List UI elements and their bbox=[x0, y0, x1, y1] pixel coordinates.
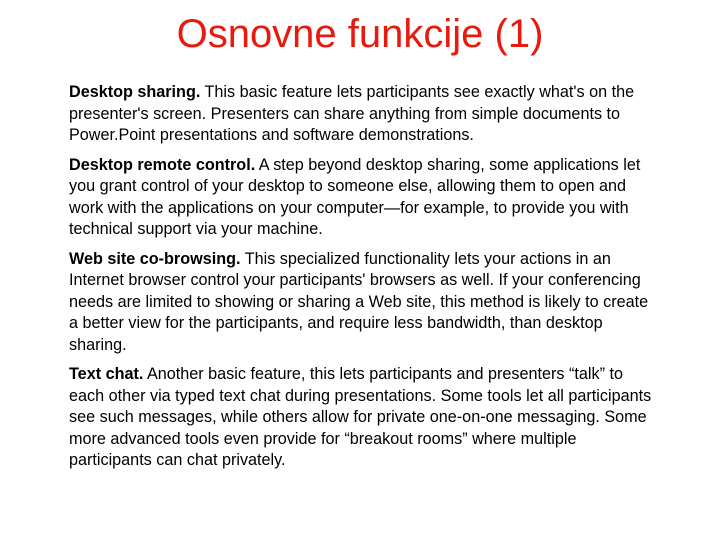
paragraph-text-chat bbox=[69, 364, 659, 472]
text-desktop-remote-control: A step beyond desktop sharing, some applications let you grant control of your desktop to someone else, allowing them to open and work with the applications on your computer—for example, to provide you with technical support via your machine. bbox=[69, 155, 641, 238]
slide-title: Osnovne funkcije (1) bbox=[176, 12, 544, 56]
text-desktop-sharing: This basic feature lets participants see exactly what's on the presenter's screen. Presenters can share anything from simple documents to Power.Point presentations and software demonstrations. bbox=[69, 83, 635, 144]
paragraph-web-site-co-browsing bbox=[69, 249, 659, 357]
term-desktop-sharing: Desktop sharing. bbox=[69, 83, 201, 101]
paragraph-desktop-sharing bbox=[69, 82, 659, 147]
term-web-site-co-browsing: Web site co-browsing. bbox=[69, 249, 241, 268]
paragraph-desktop-remote-control bbox=[69, 155, 659, 241]
term-text-chat: Text chat. bbox=[69, 365, 144, 383]
slide-body bbox=[69, 82, 659, 480]
text-text-chat: Another basic feature, this lets participants and presenters “talk” to each other via typed text chat during presentations. Some tools let all participants see such messages, while others allow for private one-on-one messaging. Some more advanced tools even provide for “breakout rooms” where multiple participants can chat privately. bbox=[69, 365, 652, 469]
text-web-site-co-browsing: This specialized functionality lets your actions in an Internet browser control your participants' browsers as well. If your conferencing needs are limited to showing or sharing a Web site, this method is likely to create a better view for the participants, and require less bandwidth, than desktop sharing. bbox=[69, 249, 649, 354]
term-desktop-remote-control: Desktop remote control. bbox=[69, 155, 256, 174]
